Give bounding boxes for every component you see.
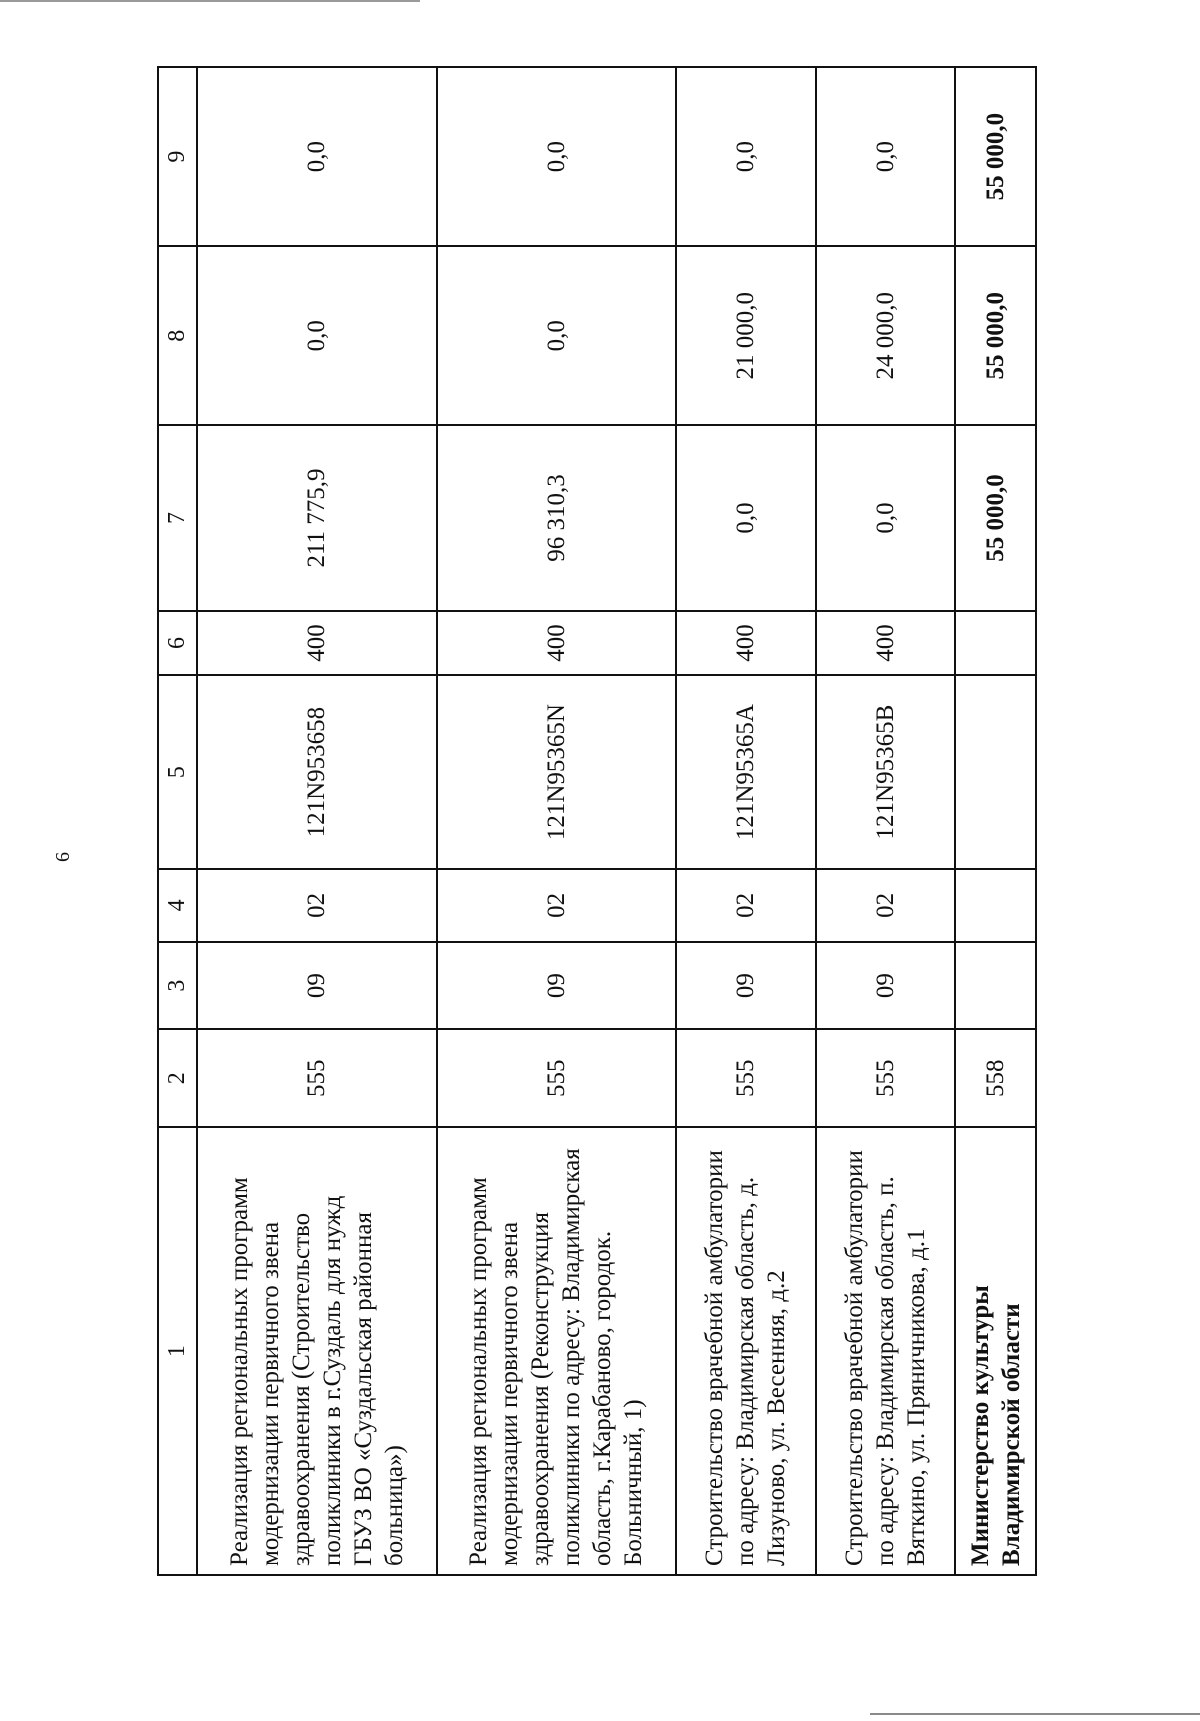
cell-target-article <box>955 675 1036 869</box>
cell-subsection <box>955 869 1036 942</box>
cell-expense-type: 400 <box>816 611 956 676</box>
cell-amount-col9: 0,0 <box>676 67 816 246</box>
cell-amount-col7: 0,0 <box>676 425 816 610</box>
cell-target-article: 121N95365B <box>816 675 956 869</box>
cell-section: 09 <box>437 942 676 1029</box>
cell-amount-col8: 55 000,0 <box>955 246 1036 425</box>
cell-expense-type <box>955 611 1036 676</box>
row-description: Строительство врачебной амбулатории по адресу: Владимирская область, п. Вяткино, ул. Пряничникова, д.1 <box>816 1127 956 1575</box>
budget-table <box>157 66 1037 1576</box>
cell-section: 09 <box>676 942 816 1029</box>
cell-admin-code: 558 <box>955 1029 1036 1127</box>
column-header: 9 <box>158 67 197 246</box>
cell-amount-col9: 0,0 <box>197 67 436 246</box>
column-header: 6 <box>158 611 197 676</box>
cell-subsection: 02 <box>676 869 816 942</box>
cell-target-article: 121N953658 <box>197 675 436 869</box>
cell-amount-col9: 55 000,0 <box>955 67 1036 246</box>
row-description: Министерство культуры Владимирской области <box>955 1127 1036 1575</box>
cell-amount-col9: 0,0 <box>437 67 676 246</box>
budget-table-rotated <box>157 66 1037 1576</box>
cell-admin-code: 555 <box>816 1029 956 1127</box>
table-row <box>816 67 956 1575</box>
table-row <box>676 67 816 1575</box>
page-number: 6 <box>52 852 74 862</box>
column-header: 2 <box>158 1029 197 1127</box>
cell-amount-col7: 55 000,0 <box>955 425 1036 610</box>
column-header: 5 <box>158 675 197 869</box>
cell-subsection: 02 <box>197 869 436 942</box>
row-description: Строительство врачебной амбулатории по адресу: Владимирская область, д. Лизуново, ул. Весенняя, д.2 <box>676 1127 816 1575</box>
cell-amount-col7: 96 310,3 <box>437 425 676 610</box>
table-header-row <box>158 67 197 1575</box>
scan-artifact-bottom <box>870 1713 1200 1715</box>
cell-target-article: 121N95365N <box>437 675 676 869</box>
cell-section: 09 <box>197 942 436 1029</box>
cell-section: 09 <box>816 942 956 1029</box>
cell-admin-code: 555 <box>676 1029 816 1127</box>
cell-amount-col8: 0,0 <box>197 246 436 425</box>
cell-expense-type: 400 <box>676 611 816 676</box>
cell-target-article: 121N95365A <box>676 675 816 869</box>
cell-admin-code: 555 <box>437 1029 676 1127</box>
column-header: 7 <box>158 425 197 610</box>
cell-section <box>955 942 1036 1029</box>
cell-expense-type: 400 <box>437 611 676 676</box>
table-row <box>197 67 436 1575</box>
cell-amount-col8: 24 000,0 <box>816 246 956 425</box>
cell-admin-code: 555 <box>197 1029 436 1127</box>
cell-amount-col7: 211 775,9 <box>197 425 436 610</box>
column-header: 4 <box>158 869 197 942</box>
column-header: 8 <box>158 246 197 425</box>
scan-artifact-top <box>0 0 420 2</box>
cell-amount-col7: 0,0 <box>816 425 956 610</box>
table-row <box>437 67 676 1575</box>
cell-amount-col9: 0,0 <box>816 67 956 246</box>
cell-amount-col8: 21 000,0 <box>676 246 816 425</box>
column-header: 1 <box>158 1127 197 1575</box>
table-row-total <box>955 67 1036 1575</box>
budget-table-wrapper <box>157 66 1037 1576</box>
column-header: 3 <box>158 942 197 1029</box>
cell-amount-col8: 0,0 <box>437 246 676 425</box>
row-description: Реализация региональных программ модернизации первичного звена здравоохранения (Реконструкция поликлиники по адресу: Владимирская область, г.Карабаново, городок. Больничный, 1) <box>437 1127 676 1575</box>
cell-expense-type: 400 <box>197 611 436 676</box>
cell-subsection: 02 <box>816 869 956 942</box>
row-description: Реализация региональных программ модернизации первичного звена здравоохранения (Строительство поликлиники в г.Суздаль для нужд ГБУЗ ВО «Суздальская районная больница») <box>197 1127 436 1575</box>
cell-subsection: 02 <box>437 869 676 942</box>
